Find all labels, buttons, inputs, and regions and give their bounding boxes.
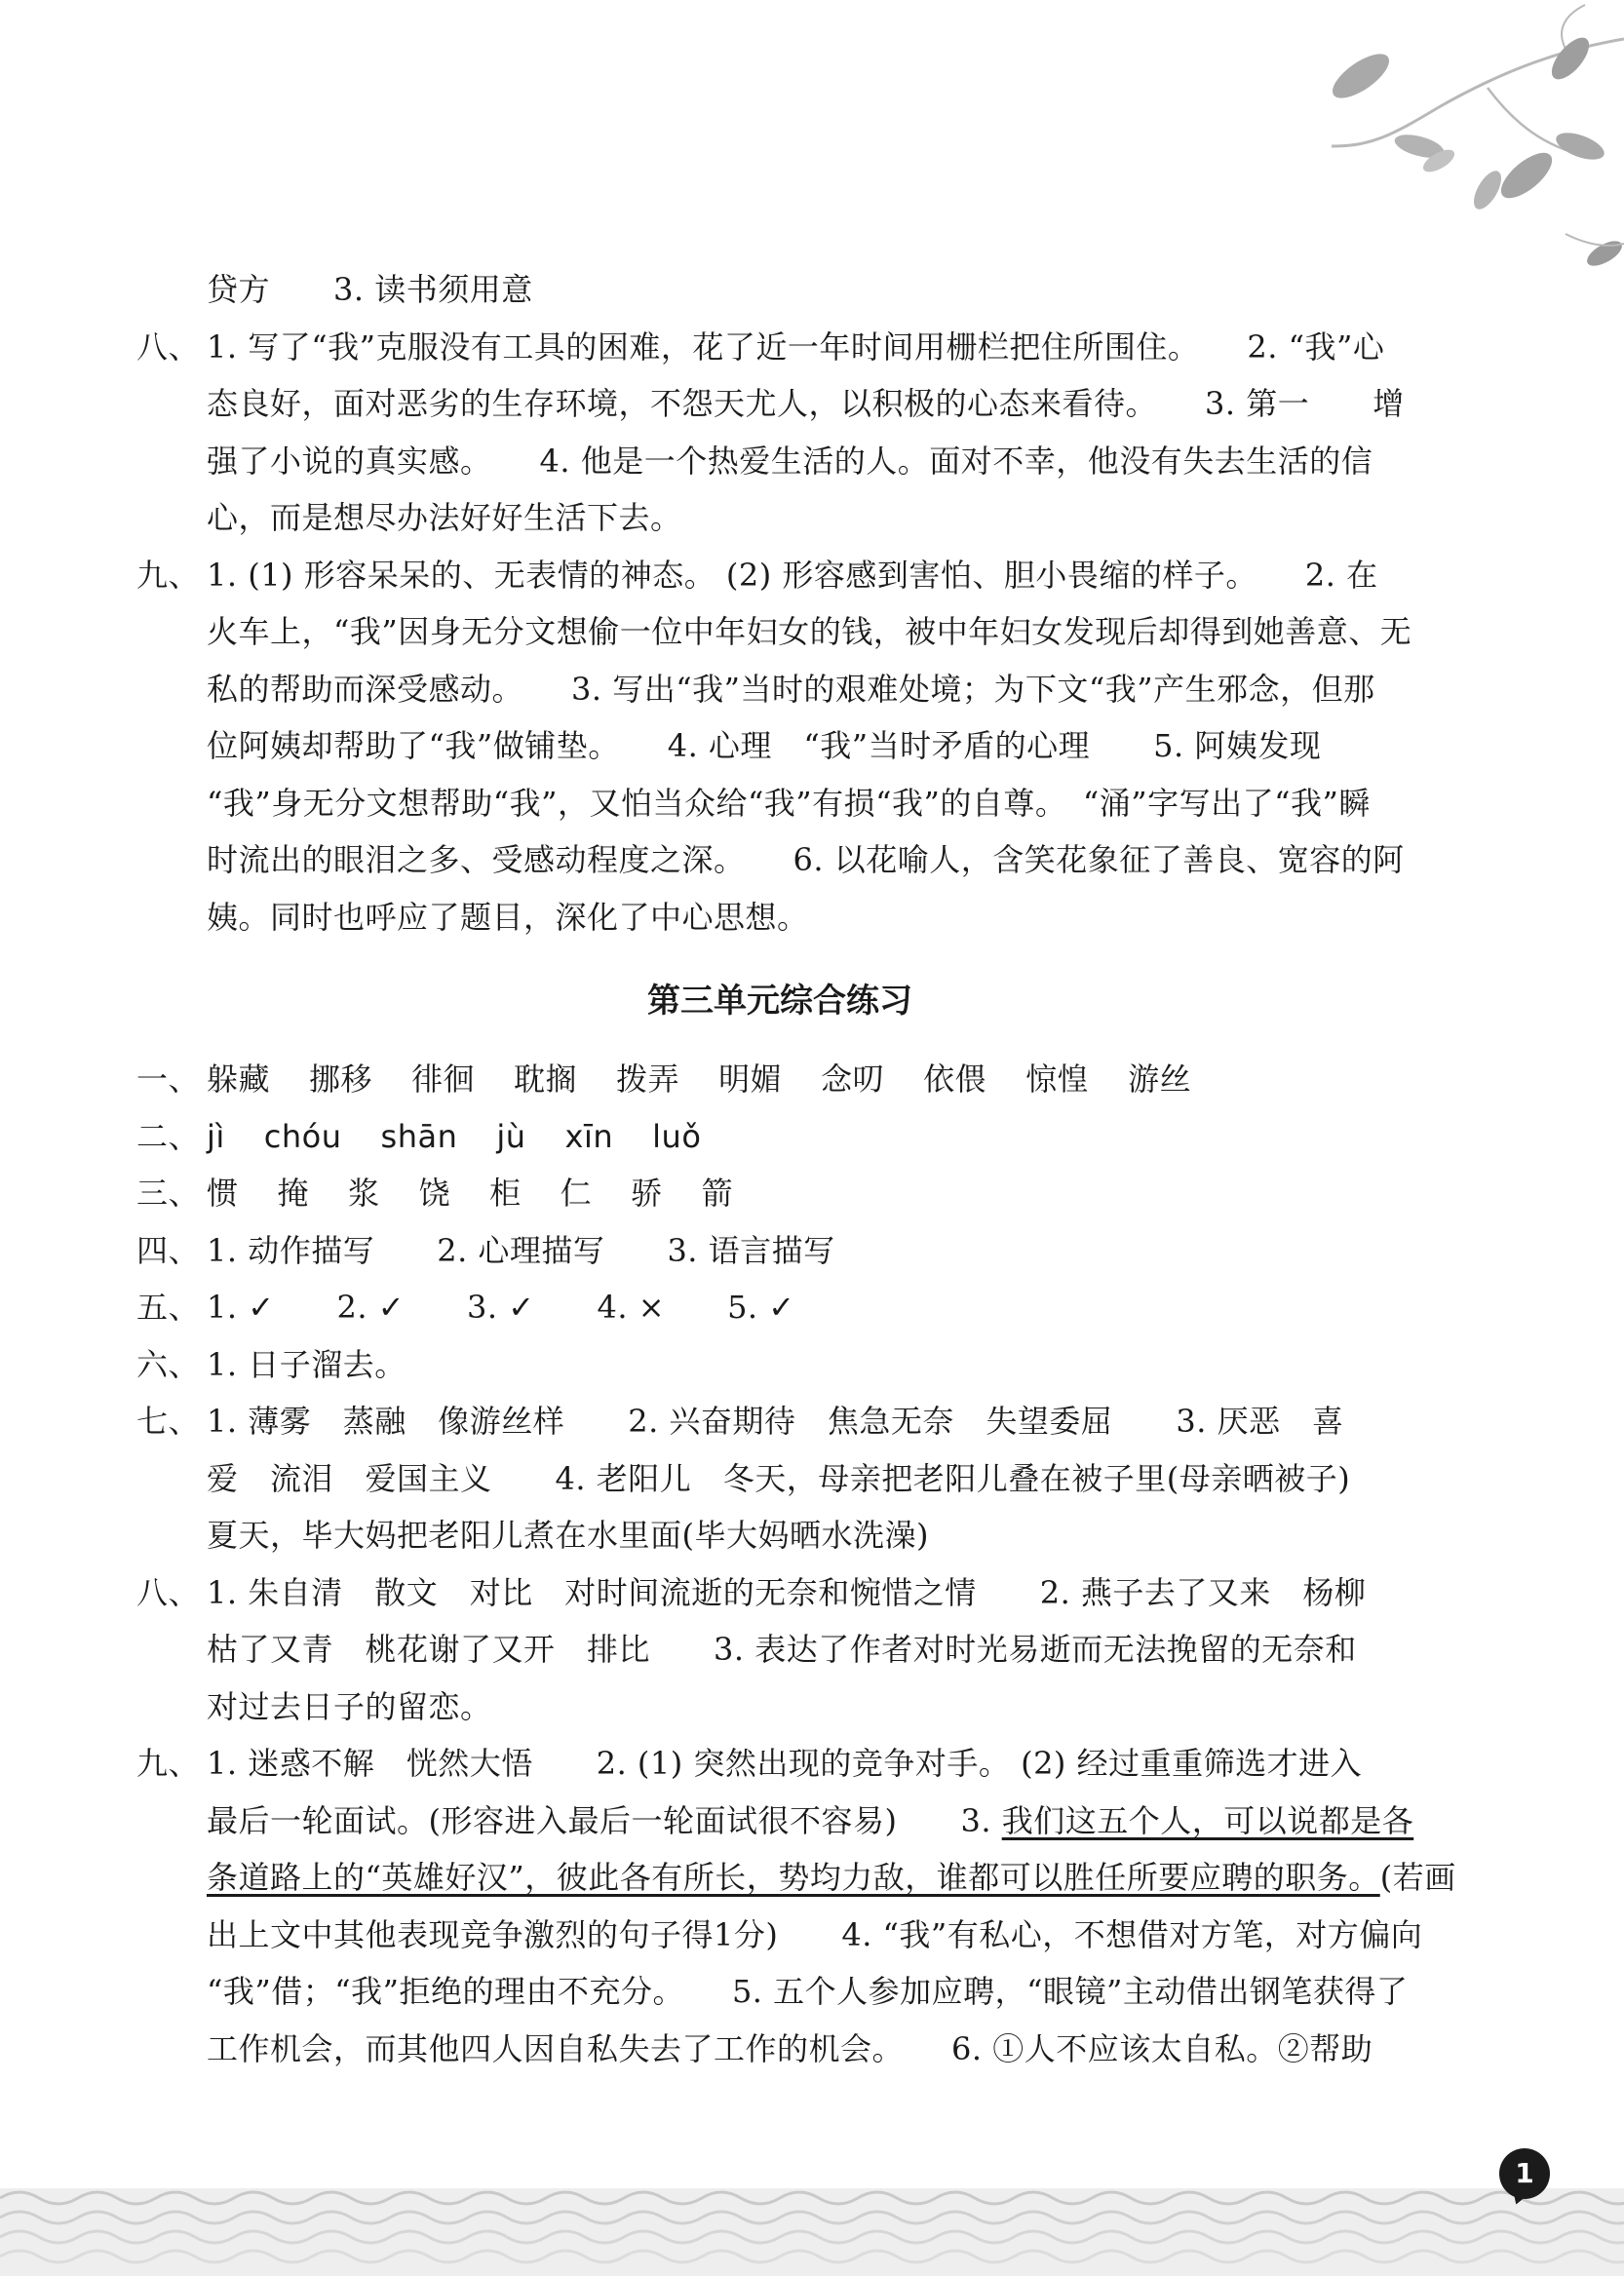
- question-1: [136, 1051, 1423, 1108]
- answer-word: 游丝: [1128, 1061, 1192, 1098]
- answer-word: 惊惶: [1025, 1061, 1090, 1098]
- answer-word: 依偎: [923, 1061, 987, 1098]
- text-line: 火车上，“我”因身无分文想偷一位中年妇女的钱，被中年妇女发现后却得到她善意、无: [207, 613, 1412, 650]
- text-line: 1. (1) 形容呆呆的、无表情的神态。 (2) 形容感到害怕、胆小畏缩的样子。 2. 在: [207, 556, 1378, 594]
- question-number: 三、: [136, 1175, 201, 1212]
- text-line: 工作机会，而其他四人因自私失去了工作的机会。 6. ①人不应该太自私。②帮助: [207, 2029, 1373, 2067]
- answer-word: 拨弄: [616, 1061, 680, 1098]
- answer-char: 惯: [207, 1175, 239, 1212]
- question-8-line-1: [136, 1564, 1423, 1622]
- question-8-line-1: [136, 319, 1423, 376]
- question-number: 八、: [136, 1573, 201, 1611]
- wave-pattern-icon: [0, 2169, 1624, 2276]
- question-number: 五、: [136, 1289, 201, 1326]
- question-2: [136, 1108, 1423, 1166]
- underlined-answer: 我们这五个人，可以说都是各: [1001, 1801, 1414, 1839]
- question-number: 九、: [136, 1745, 201, 1782]
- question-9-line-1: [136, 547, 1423, 604]
- section-title: 第三单元综合练习: [647, 982, 912, 1021]
- answer-word: 挪移: [309, 1061, 373, 1098]
- question-number: 七、: [136, 1403, 201, 1440]
- answer-item: 3. 语言描写: [667, 1231, 835, 1269]
- answer-char: 浆: [348, 1175, 380, 1212]
- text-line: 枯了又青 桃花谢了又开 排比 3. 表达了作者对时光易逝而无法挽留的无奈和: [207, 1631, 1357, 1668]
- answer-item: 4. ×: [597, 1289, 666, 1326]
- text-line: 姨。同时也呼应了题目，深化了中心思想。: [207, 898, 809, 936]
- answer-char: 骄: [631, 1175, 663, 1212]
- text-line: 1. 迷惑不解 恍然大悟 2. (1) 突然出现的竞争对手。 (2) 经过重重筛选才进入: [207, 1745, 1363, 1782]
- text-line: 1. 朱自清 散文 对比 对时间流逝的无奈和惋惜之情 2. 燕子去了又来 杨柳: [207, 1573, 1367, 1611]
- question-9-line-3: [136, 1849, 1456, 1907]
- answer-char: 箭: [701, 1175, 734, 1212]
- answer-word: 徘徊: [411, 1061, 476, 1098]
- text-line: “我”身无分文想帮助“我”，又怕当众给“我”有损“我”的自尊。 “涌”字写出了“我”瞬: [207, 784, 1371, 822]
- answer-pinyin: shān: [380, 1117, 458, 1155]
- text-line: 1. 写了“我”克服没有工具的困难，花了近一年时间用栅栏把住所围住。 2. “我”心: [207, 328, 1385, 366]
- question-5: [136, 1279, 1423, 1336]
- text-line: “我”借；“我”拒绝的理由不充分。 5. 五个人参加应聘，“眼镜”主动借出钢笔获得了: [207, 1973, 1409, 2010]
- answer-item: 2. 心理描写: [437, 1231, 605, 1269]
- text-line: 时流出的眼泪之多、受感动程度之深。 6. 以花喻人，含笑花象征了善良、宽容的阿: [207, 841, 1405, 878]
- text-line: 出上文中其他表现竞争激烈的句子得1分) 4. “我”有私心，不想借对方笔，对方偏向: [207, 1915, 1423, 1953]
- text-line: 心，而是想尽办法好好生活下去。: [207, 499, 682, 536]
- answer-char: 饶: [418, 1175, 451, 1212]
- question-6: [136, 1336, 1423, 1394]
- question-number: 一、: [136, 1061, 201, 1098]
- text-segment: 最后一轮面试。(形容进入最后一轮面试很不容易) 3.: [207, 1801, 1002, 1839]
- text-line: 爱 流泪 爱国主义 4. 老阳儿 冬天，母亲把老阳儿叠在被子里(母亲晒被子): [207, 1459, 1351, 1497]
- answer-item: 2. ✓: [336, 1289, 406, 1326]
- answer-pinyin: jù: [496, 1117, 526, 1155]
- text-line: 夏天，毕大妈把老阳儿煮在水里面(毕大妈晒水洗澡): [207, 1517, 929, 1554]
- answer-item: 5. ✓: [727, 1289, 795, 1326]
- answer-pinyin: jì: [207, 1117, 225, 1155]
- text-line: 1. 日子溜去。: [207, 1345, 406, 1383]
- question-3: [136, 1165, 1423, 1222]
- text-line: 位阿姨却帮助了“我”做铺垫。 4. 心理 “我”当时矛盾的心理 5. 阿姨发现: [207, 727, 1322, 764]
- answer-content: [136, 261, 1456, 2077]
- page-number: 1: [1499, 2148, 1550, 2199]
- answer-word: 躲藏: [207, 1061, 271, 1098]
- answer-pinyin: luǒ: [652, 1117, 702, 1155]
- question-7-line-1: [136, 1393, 1423, 1450]
- text-line: 贷方 3. 读书须用意: [207, 271, 533, 308]
- answer-item: 1. ✓: [207, 1289, 275, 1326]
- question-number: 九、: [136, 556, 201, 594]
- question-4: [136, 1222, 1423, 1280]
- answer-word: 耽搁: [514, 1061, 578, 1098]
- answer-word: 明媚: [718, 1061, 783, 1098]
- question-number: 四、: [136, 1231, 201, 1269]
- answer-pinyin: chóu: [263, 1117, 342, 1155]
- question-number: 二、: [136, 1117, 201, 1155]
- question-number: 六、: [136, 1345, 201, 1383]
- text-line: 强了小说的真实感。 4. 他是一个热爱生活的人。面对不幸，他没有失去生活的信: [207, 442, 1373, 480]
- answer-char: 仁: [560, 1175, 593, 1212]
- text-segment: (若画: [1379, 1859, 1456, 1896]
- text-line: 态良好，面对恶劣的生存环境，不怨天尤人，以积极的心态来看待。 3. 第一 增: [207, 385, 1405, 422]
- answer-item: 1. 动作描写: [207, 1231, 375, 1269]
- underlined-answer: 条道路上的“英雄好汉”，彼此各有所长，势均力敌，谁都可以胜任所要应聘的职务。: [207, 1859, 1380, 1896]
- answer-char: 掩: [277, 1175, 310, 1212]
- question-number: 八、: [136, 328, 201, 366]
- question-9-line-2: [136, 1793, 1423, 1850]
- answer-char: 柜: [489, 1175, 522, 1212]
- answer-word: 念叨: [821, 1061, 885, 1098]
- answer-pinyin: xīn: [564, 1117, 614, 1155]
- vine-leaves-icon: [1195, 0, 1624, 292]
- question-9-line-1: [136, 1735, 1423, 1793]
- text-line: 1. 薄雾 蒸融 像游丝样 2. 兴奋期待 焦急无奈 失望委屈 3. 厌恶 喜: [207, 1403, 1344, 1440]
- answer-item: 3. ✓: [467, 1289, 535, 1326]
- text-line: 私的帮助而深受感动。 3. 写出“我”当时的艰难处境；为下文“我”产生邪念，但那: [207, 670, 1375, 708]
- text-line: 对过去日子的留恋。: [207, 1687, 492, 1725]
